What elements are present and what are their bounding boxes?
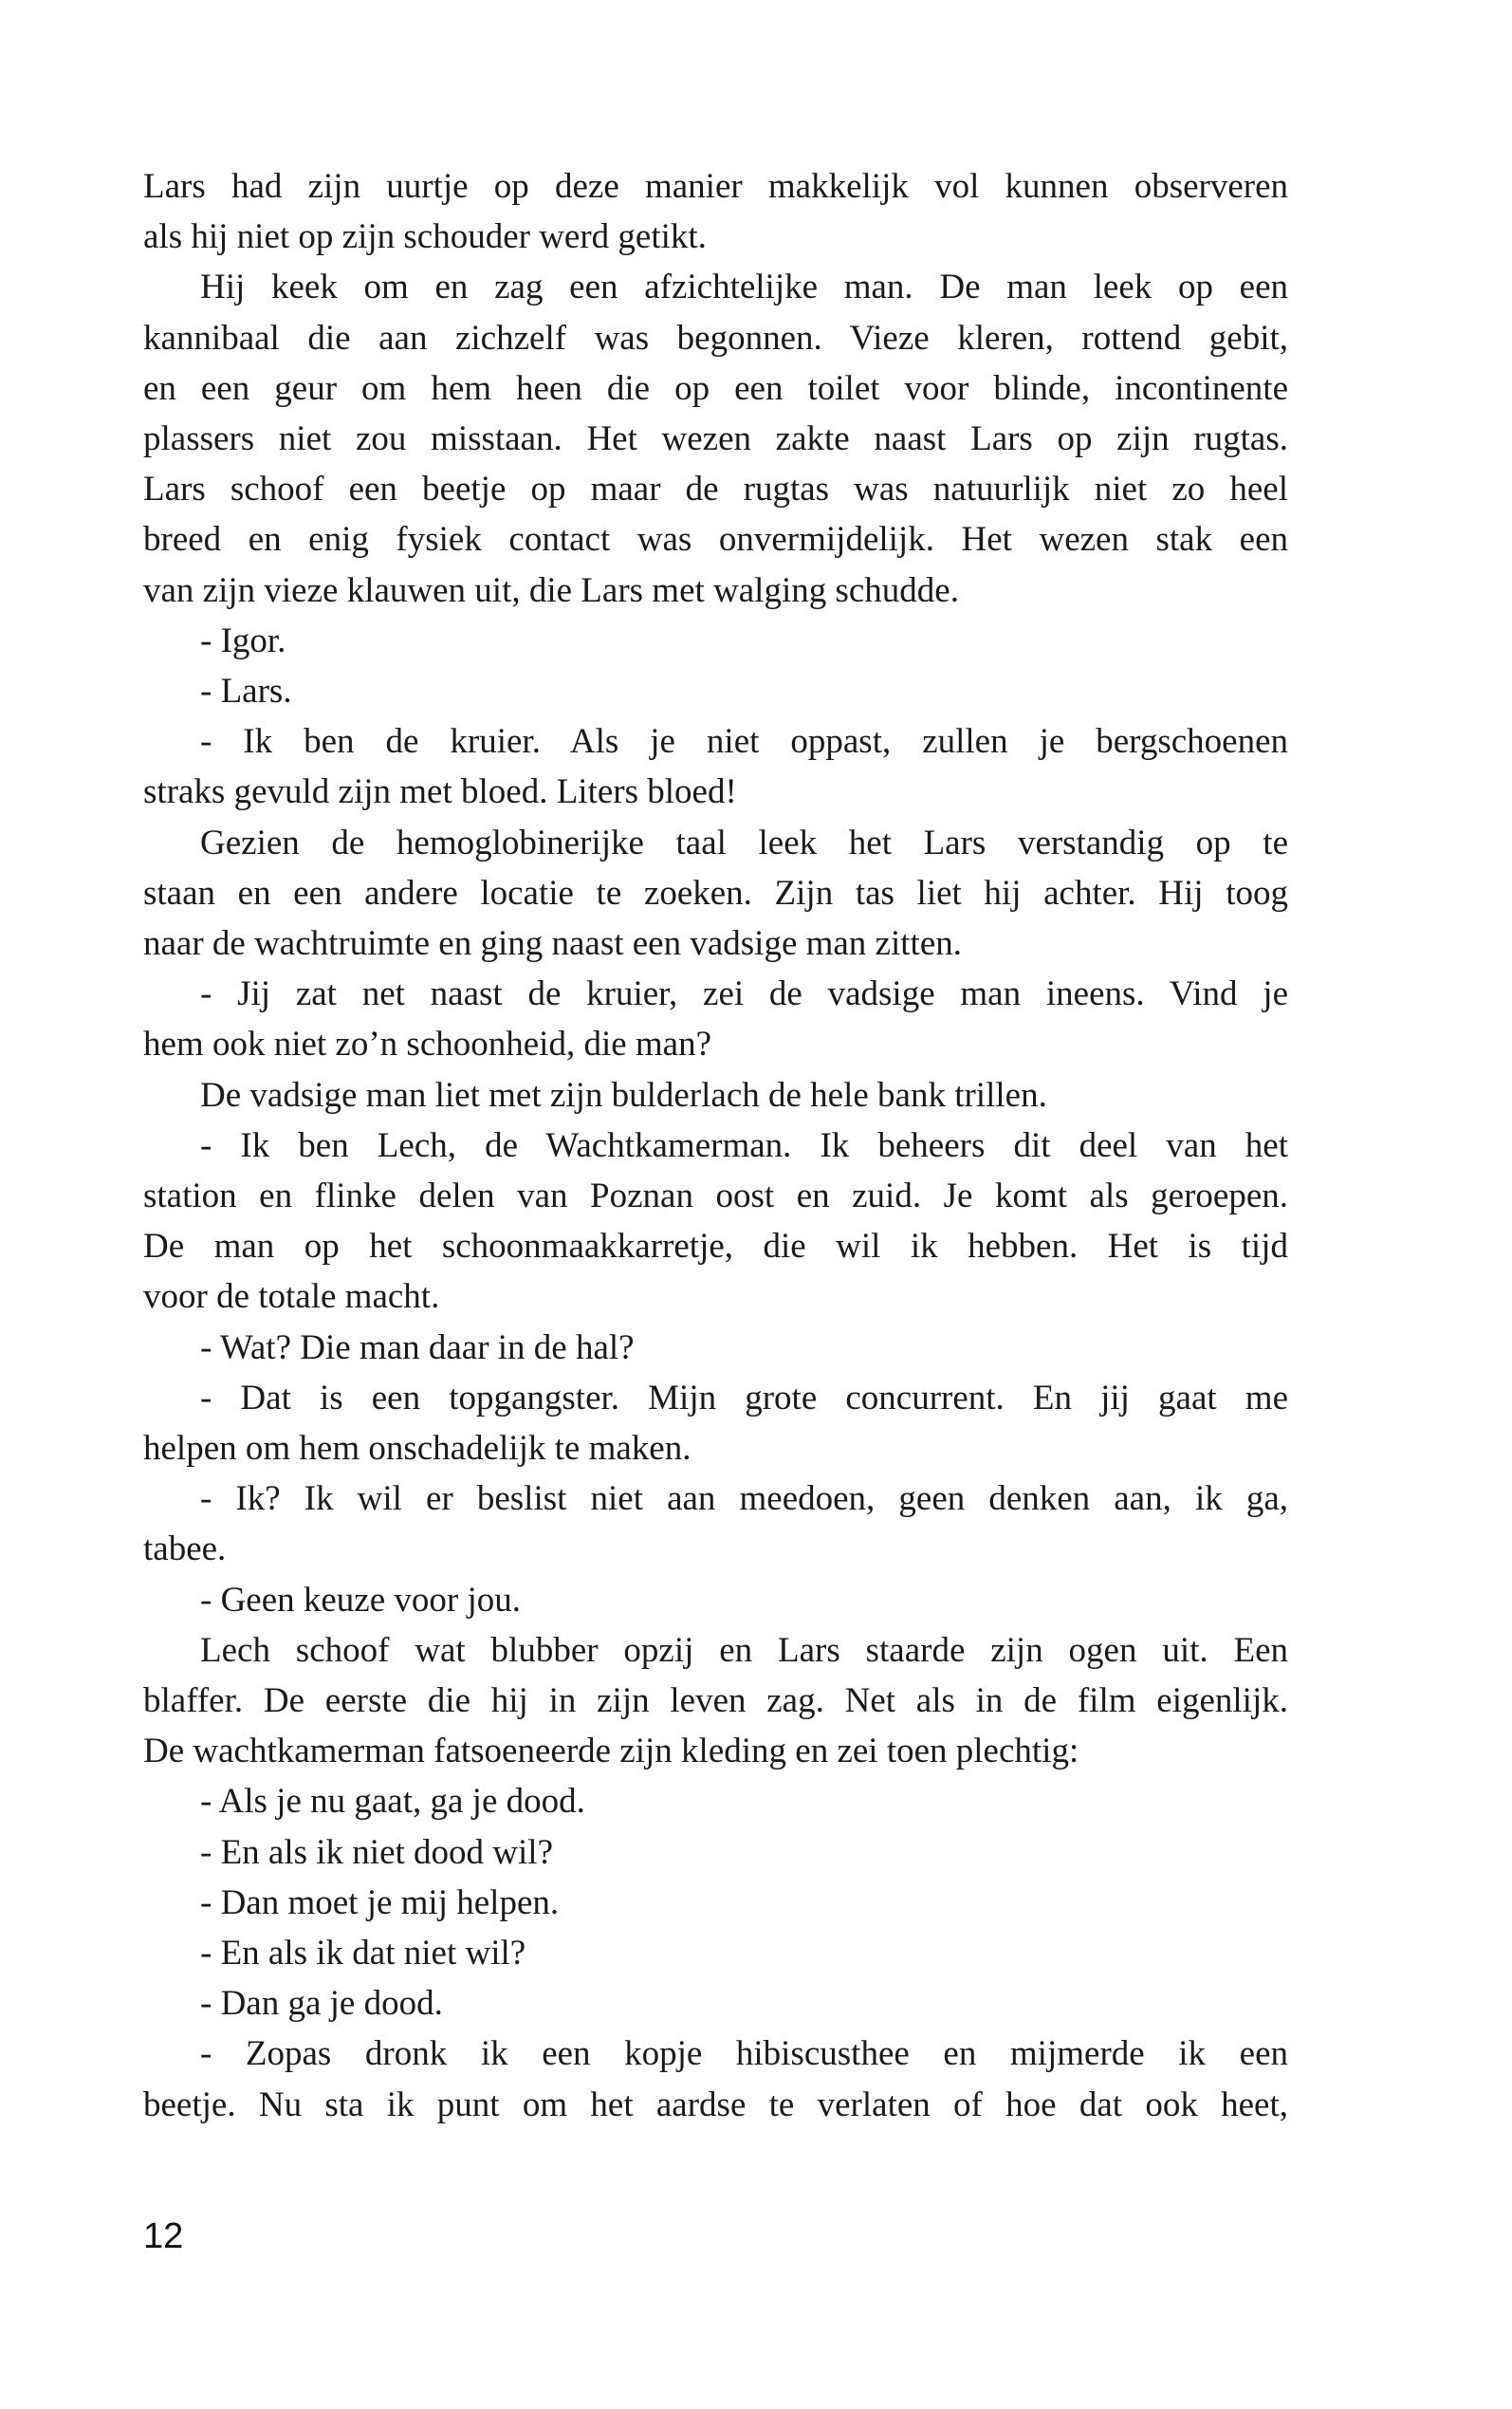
page-number: 12: [143, 2216, 184, 2256]
text-line: Gezien de hemoglobinerijke taal leek het Lars verstandig op te: [200, 823, 1288, 862]
text-line: kannibaal die aan zichzelf was begonnen. Vieze kleren, rottend gebit,: [143, 318, 1288, 358]
text-line: als hij niet op zijn schouder werd getikt.: [143, 217, 707, 257]
text-line: - Lars.: [200, 672, 292, 711]
text-line: - En als ik niet dood wil?: [200, 1832, 553, 1872]
text-line: hem ook niet zo’n schoonheid, die man?: [143, 1025, 712, 1065]
text-line: Lech schoof wat blubber opzij en Lars staarde zijn ogen uit. Een: [200, 1630, 1288, 1670]
text-line: - En als ik dat niet wil?: [200, 1934, 526, 1973]
text-line: De wachtkamerman fatsoeneerde zijn kleding en zei toen plechtig:: [143, 1732, 1079, 1771]
text-line: - Ik ben de kruier. Als je niet oppast, zullen je bergschoenen: [200, 722, 1288, 762]
text-line: naar de wachtruimte en ging naast een vadsige man zitten.: [143, 924, 962, 963]
text-line: plassers niet zou misstaan. Het wezen zakte naast Lars op zijn rugtas.: [143, 419, 1288, 458]
text-line: - Jij zat net naast de kruier, zei de vadsige man ineens. Vind je: [200, 974, 1288, 1014]
text-line: blaffer. De eerste die hij in zijn leven zag. Net als in de film eigenlijk.: [143, 1681, 1288, 1720]
text-line: - Igor.: [200, 621, 286, 660]
text-line: De man op het schoonmaakkarretje, die wil ik hebben. Het is tijd: [143, 1227, 1288, 1267]
text-line: Hij keek om en zag een afzichtelijke man. De man leek op een: [200, 268, 1288, 307]
text-line: - Dan moet je mij helpen.: [200, 1882, 560, 1922]
text-line: en een geur om hem heen die op een toilet voor blinde, incontinente: [143, 368, 1288, 408]
text-line: - Ik? Ik wil er beslist niet aan meedoen, geen denken aan, ik ga,: [200, 1479, 1288, 1519]
text-line: - Ik ben Lech, de Wachtkamerman. Ik beheers dit deel van het: [200, 1125, 1288, 1165]
text-line: breed en enig fysiek contact was onvermijdelijk. Het wezen stak een: [143, 520, 1288, 560]
text-line: - Dan ga je dood.: [200, 1984, 443, 2024]
text-line: beetje. Nu sta ik punt om het aardse te verlaten of hoe dat ook heet,: [143, 2085, 1288, 2124]
text-line: De vadsige man liet met zijn bulderlach de hele bank trillen.: [200, 1075, 1047, 1115]
text-line: - Dat is een topgangster. Mijn grote concurrent. En jij gaat me: [200, 1378, 1288, 1418]
text-line: - Als je nu gaat, ga je dood.: [200, 1782, 585, 1822]
text-line: staan en een andere locatie te zoeken. Zijn tas liet hij achter. Hij toog: [143, 873, 1288, 913]
text-line: - Zopas dronk ik een kopje hibiscusthee en mijmerde ik een: [200, 2034, 1288, 2074]
text-line: tabee.: [143, 1529, 227, 1569]
text-line: van zijn vieze klauwen uit, die Lars met walging schudde.: [143, 570, 959, 610]
text-line: helpen om hem onschadelijk te maken.: [143, 1429, 691, 1468]
text-line: voor de totale macht.: [143, 1277, 440, 1317]
text-line: Lars had zijn uurtje op deze manier makkelijk vol kunnen observeren: [143, 167, 1288, 206]
text-line: - Geen keuze voor jou.: [200, 1580, 522, 1620]
text-line: - Wat? Die man daar in de hal?: [200, 1327, 635, 1367]
text-line: straks gevuld zijn met bloed. Liters bloed!: [143, 772, 737, 812]
text-line: Lars schoof een beetje op maar de rugtas was natuurlijk niet zo heel: [143, 470, 1288, 510]
text-line: station en flinke delen van Poznan oost en zuid. Je komt als geroepen.: [143, 1177, 1288, 1215]
